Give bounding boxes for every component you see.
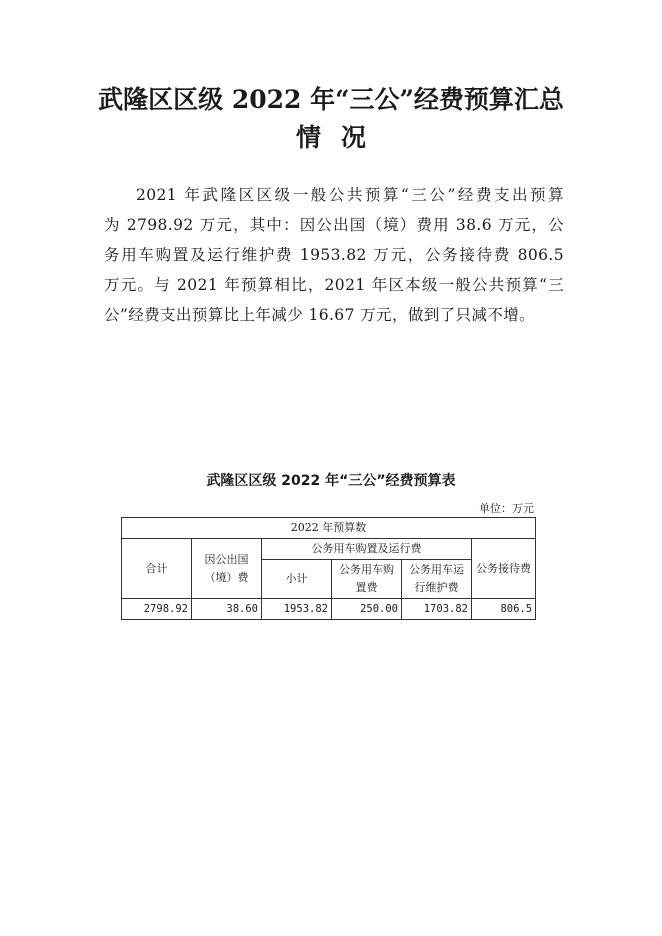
cell-abroad: 38.60: [192, 599, 262, 620]
table-row: [122, 599, 536, 620]
paragraph-line: 为 2798.92 万元，其中：因公出国（境）费用 38.6 万元，公: [104, 216, 564, 234]
header-year-label: 2022 年预算数: [122, 518, 536, 539]
cell-vehicle-operation: 1703.82: [402, 599, 472, 620]
header-total: 合计: [122, 539, 192, 599]
header-vehicle-group: 公务用车购置及运行费: [262, 539, 472, 560]
paragraph-line: 万元。与 2021 年预算相比，2021 年区本级一般公共预算“三: [104, 276, 564, 294]
paragraph-line: 2021 年武隆区区级一般公共预算“三公”经费支出预算: [136, 186, 564, 204]
table-title: 武隆区区级 2022 年“三公”经费预算表: [206, 473, 456, 489]
cell-subtotal: 1953.82: [262, 599, 332, 620]
table-header-row: [122, 539, 536, 560]
paragraph-line: 务用车购置及运行维护费 1953.82 万元，公务接待费 806.5: [104, 246, 564, 264]
document-title-line-1: 武隆区区级 2022 年“三公”经费预算汇总: [98, 85, 564, 114]
header-reception: 公务接待费: [472, 539, 536, 599]
cell-total: 2798.92: [122, 599, 192, 620]
cell-vehicle-purchase: 250.00: [332, 599, 402, 620]
body-paragraph: [104, 180, 564, 330]
header-subtotal: 小计: [262, 560, 332, 599]
table-header-row: [122, 518, 536, 539]
header-vehicle-operation: 公务用车运行维护费: [402, 560, 472, 599]
header-abroad: 因公出国（境）费: [192, 539, 262, 599]
header-vehicle-purchase: 公务用车购置费: [332, 560, 402, 599]
budget-table: [121, 517, 536, 620]
cell-reception: 806.5: [472, 599, 536, 620]
document-title-line-2: 情况: [295, 123, 386, 152]
paragraph-line: 公”经费支出预算比上年减少 16.67 万元，做到了只减不增。: [104, 306, 536, 324]
table-unit-label: 单位：万元: [479, 502, 534, 515]
